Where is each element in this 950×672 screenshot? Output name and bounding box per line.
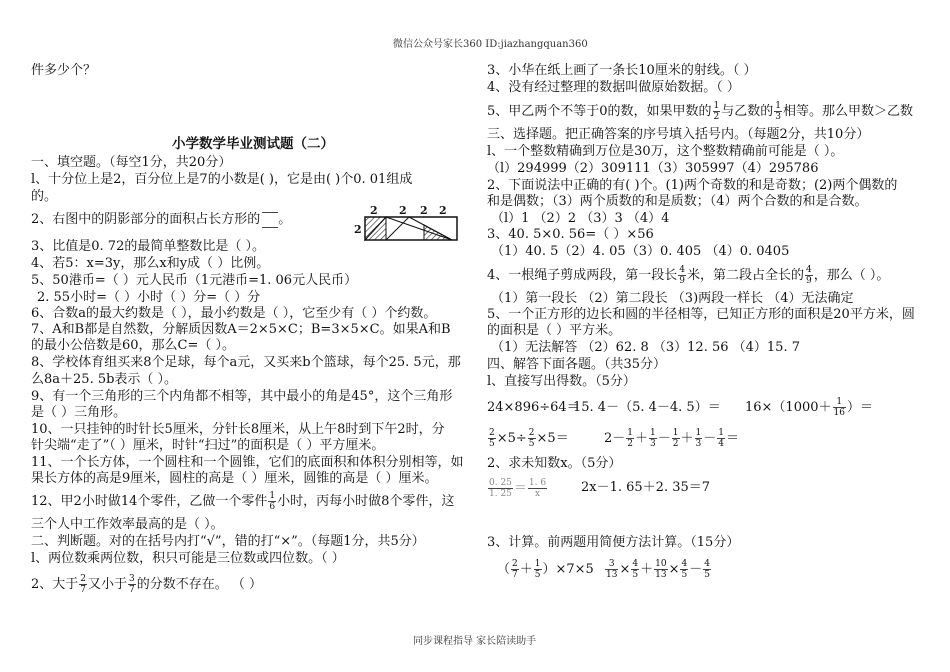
frac-num: 0. 25 — [489, 478, 512, 488]
paper-title: 小学数学毕业测试题（二） — [172, 136, 334, 152]
judge-3: 3、小华在纸上画了一条长10厘米的射线。（ ） — [487, 63, 757, 78]
judge-5-mid: 与乙数的 — [721, 104, 774, 119]
page-footer: 同步课程指导 家长陪读助手 — [413, 636, 537, 647]
q12-frac-num: 1 — [269, 491, 276, 501]
q11-line1: 11、一个长方体，一个圆柱和一个圆锥，它们的底面积和体积分别相等，如 — [31, 455, 464, 470]
frac-den: 7 — [512, 570, 518, 580]
calc-5-frac4 — [695, 428, 703, 449]
calc-3-frac — [833, 397, 846, 418]
judge-5 — [487, 101, 913, 122]
judge-5-pre: 5、甲乙两个不等于0的数，如果甲数的 — [487, 104, 712, 119]
frac-num: 1 — [650, 428, 656, 438]
frac-den: 3 — [695, 439, 702, 449]
frac-den: x — [534, 489, 541, 499]
frac-num: 1 — [718, 428, 725, 438]
section-judge: 二、判断题。对的在括号内打“√”，错的打“×”。（每题1分，共5分） — [31, 534, 425, 549]
q6: 6、合数a的最大约数是（ ），最小约数是（ ），它至少有（ ）个约数。 — [31, 306, 437, 321]
choice-5-options: （1）无法解答 （2）62. 8 （3）12. 56 （4）15. 7 — [491, 340, 800, 355]
eq1-equals: ＝ — [513, 481, 527, 496]
frac-num: 1 — [695, 428, 702, 438]
compute-2-frac4 — [680, 559, 688, 580]
compute-2-frac5 — [703, 559, 711, 580]
op: ＝ — [726, 431, 740, 446]
calc-5 — [604, 428, 739, 449]
q2-tail: 。 — [278, 212, 292, 227]
calc-5-frac1 — [626, 428, 634, 449]
calc-5-frac3 — [672, 428, 680, 449]
calc-3-pre: 16×（1000＋ — [745, 400, 832, 415]
eq1-frac2 — [528, 478, 547, 499]
frac-den: 5 — [528, 439, 535, 449]
frac-den: 16 — [833, 408, 845, 418]
q12-fraction — [268, 491, 276, 512]
frac-num: 1 — [833, 397, 846, 408]
choice-4 — [487, 265, 889, 286]
carryover-line: 件多少个？ — [31, 63, 97, 78]
compute-2-frac2 — [631, 559, 639, 580]
compute-1 — [497, 559, 594, 580]
op: － — [703, 431, 717, 446]
frac-den: 5 — [681, 570, 688, 580]
op: － — [689, 562, 703, 577]
frac-den: 3 — [650, 439, 656, 449]
q3: 3、比值是0. 72的最简单整数比是（ ）。 — [31, 239, 265, 254]
op: ＋ — [640, 562, 654, 577]
paren: （ — [497, 562, 511, 577]
choice-5-line1: 5、一个正方形的边长和圆的半径相等，已知正方形的面积是20平方米，圆 — [487, 307, 915, 322]
section-solve: 四、解答下面各题。（共35分） — [487, 357, 667, 372]
choice-4-mid: 米，第二段占全长的 — [687, 268, 805, 283]
choice-4-frac2 — [805, 265, 813, 286]
q8-line1: 8、学校体育组买来8个足球，每个a元，又买来b个篮球，每个25. 5元，那 — [31, 355, 461, 370]
choice-5-line2: 的面积是（ ）平方米。 — [487, 323, 622, 338]
compute-heading: 3、计算。前两题用简便方法计算。（15分） — [487, 535, 740, 550]
frac-num: 3 — [605, 559, 618, 570]
q9-line1: 9、有一个三角形的三个内角都不相等，其中最小的角是45°，这个三角形 — [31, 389, 453, 404]
page-header: 微信公众号家长360 ID:jiazhangquan360 — [393, 39, 588, 50]
frac-num: 3 — [129, 574, 135, 584]
compute-1-frac2 — [534, 559, 542, 580]
q12-frac-den: 6 — [269, 502, 276, 512]
frac-den: 13 — [655, 570, 667, 580]
frac-den: 5 — [489, 439, 495, 449]
frac-num: 1 — [627, 428, 634, 438]
judge-2-pre: 2、大于 — [31, 577, 79, 592]
q8-line2: 么8a＋25. 5b表示（ ）。 — [31, 372, 178, 387]
judge-2 — [31, 574, 262, 595]
frac-den: 1. 25 — [489, 489, 512, 499]
frac-den: 2 — [672, 439, 679, 449]
compute-1-frac1 — [511, 559, 519, 580]
calc-1: 24×896÷64＝ — [487, 400, 580, 415]
choice-2-line1: 2、下面说法中正确的有( )个。(1)两个奇数的和是奇数；(2)两个偶数的 — [487, 178, 898, 193]
judge-2-tail: 的分数不存在。 （ ） — [136, 577, 263, 592]
frac-den: 5 — [534, 570, 541, 580]
frac-den: 7 — [80, 585, 87, 595]
q10-line1: 10、一只挂钟的时针长5厘米，分针长8厘米，从上午8时到下午2时，分 — [31, 422, 445, 437]
equation-2: 2x－1. 65＋2. 35＝7 — [581, 480, 711, 495]
compute-1-tail: ）×7×5 — [542, 562, 594, 577]
op: ＋ — [680, 431, 694, 446]
frac-num: 4 — [681, 559, 688, 569]
choice-4-tail: ，那么（ ）。 — [813, 268, 890, 283]
q12-line1 — [31, 491, 454, 512]
judge-2-mid: 又小于 — [88, 577, 128, 592]
frac-den: 5 — [704, 570, 710, 580]
q5-line1: 5、50港币=（ ）元人民币（1元港币=1. 06元人民币） — [31, 273, 358, 288]
unknown-heading: 2、求未知数x。（5分） — [487, 456, 622, 471]
calc-3 — [745, 397, 873, 418]
choice-4-options: （1）第一段长 （2）第二段长 （3)两段一样长 （4）无法确定 — [491, 291, 854, 306]
frac-den: 5 — [632, 570, 639, 580]
q2-text: 2、右图中的阴影部分的面积占长方形的 — [31, 212, 261, 227]
frac-num: 4 — [679, 265, 686, 275]
frac-den: 9 — [679, 276, 686, 286]
shaded-rectangle-figure — [364, 216, 460, 242]
frac-num: 1. 6 — [528, 478, 547, 488]
op: － — [657, 431, 671, 446]
op: × — [668, 562, 680, 577]
op: × — [619, 562, 631, 577]
fig-label-top-3: 2 — [420, 204, 428, 217]
frac-den: 9 — [806, 276, 812, 286]
fig-label-top-2: 2 — [399, 204, 407, 217]
judge-5-frac1 — [713, 101, 721, 122]
choice-1: l、一个整数精确到万位是30万，这个整数精确前可能是（ ）。 — [487, 144, 844, 159]
frac-num: 1 — [775, 101, 782, 111]
frac-den: 7 — [129, 585, 135, 595]
calc-4-frac2 — [528, 428, 536, 449]
q1-line2: 的。 — [31, 189, 58, 204]
q4: 4、若5：x=3y，那么x和y成（ ）比例。 — [31, 256, 270, 271]
q12-line2: 三个人中工作效率最高的是（ ）。 — [31, 517, 224, 532]
calc-3-tail: ）＝ — [846, 400, 873, 415]
frac-num: 4 — [806, 265, 812, 275]
calc-4-mid: ×5÷ — [496, 431, 527, 446]
op: ＋ — [635, 431, 649, 446]
choice-3-options: （1）40. 5（2）4. 05（3）0. 405 （4）0. 0405 — [491, 244, 790, 259]
q7-line1: 7、A和B都是自然数，分解质因数A＝2×5×C；B=3×5×C。如果A和B — [31, 322, 451, 337]
eq1-frac1 — [488, 478, 513, 499]
calc-4 — [487, 428, 569, 449]
fig-label-top-4: 2 — [439, 204, 447, 217]
judge-5-tail: 相等。那么甲数＞乙数 — [783, 104, 914, 119]
choice-1-options: （l）294999（2）309111（3）305997（4）295786 — [487, 161, 819, 176]
frac-num: 2 — [489, 428, 495, 438]
judge-1: l、两位数乘两位数，积只可能是三位数或四位数。（ ） — [31, 551, 345, 566]
compute-2-frac1 — [605, 559, 618, 580]
q10-line2: 针尖端“走了”（ ）厘米，时针“扫过”的面积是（ ）平方厘米。 — [31, 438, 385, 453]
judge-2-frac1 — [79, 574, 87, 595]
frac-num: 10 — [655, 559, 667, 569]
judge-2-frac2 — [128, 574, 136, 595]
compute-2 — [604, 559, 712, 580]
q1-line1: l、十分位上是2，百分位上是7的小数是( )，它是由( )个0. 01组成 — [31, 172, 413, 187]
frac-num: 2 — [80, 574, 87, 584]
frac-den: 3 — [775, 112, 782, 122]
calc-5-frac2 — [649, 428, 657, 449]
judge-4: 4、没有经过整理的数据叫做原始数据。（ ） — [487, 80, 740, 95]
frac-num: 1 — [672, 428, 679, 438]
frac-den: 2 — [627, 439, 634, 449]
fig-label-top-1: 2 — [370, 204, 378, 217]
calc-4-tail: ×5＝ — [536, 431, 569, 446]
q12-tail: 小时，丙每小时做8个零件，这 — [277, 494, 455, 509]
frac-num: 4 — [632, 559, 639, 569]
frac-num: 1 — [534, 559, 541, 569]
q2-fraction-blank — [262, 212, 278, 228]
op: ＋ — [519, 562, 533, 577]
q11-line2: 果长方体的高是9厘米，圆柱的高是（ ）厘米，圆锥的高是（ ）厘米。 — [31, 471, 438, 486]
compute-2-frac3 — [654, 559, 667, 580]
calc-5-pre: 2－ — [604, 431, 626, 446]
fig-label-side: 2 — [354, 223, 362, 236]
calc-4-frac1 — [488, 428, 496, 449]
section-choice: 三、选择题。把正确答案的序号填入括号内。（每题2分，共10分） — [487, 127, 870, 142]
q12-text: 12、甲2小时做14个零件，乙做一个零件 — [31, 494, 268, 509]
q2-line — [31, 211, 291, 228]
judge-5-frac2 — [774, 101, 782, 122]
q9-line2: 是（ ）三角形。 — [31, 405, 127, 420]
equation-1 — [487, 478, 548, 499]
section-fill-blank: 一、填空题。（每空1分，共20分） — [31, 155, 232, 170]
frac-den: 4 — [718, 439, 725, 449]
frac-num: 2 — [528, 428, 535, 438]
q5-line2: 2. 55小时=（ ）小时（ ）分=（ ）分 — [37, 290, 261, 305]
calc-2: 15. 4－（5. 4－4. 5）＝ — [573, 400, 721, 415]
choice-2-line2: 和是偶数；（3）两个质数的和是质数；（4）两个合数的和是合数。 — [487, 194, 868, 209]
frac-num: 1 — [713, 101, 720, 111]
choice-4-frac1 — [678, 265, 686, 286]
direct-answer-heading: l、直接写出得数。（5分） — [487, 374, 636, 389]
calc-5-frac5 — [717, 428, 725, 449]
frac-num: 4 — [704, 559, 710, 569]
choice-4-pre: 4、一根绳子剪成两段，第一段长 — [487, 268, 678, 283]
frac-num: 2 — [512, 559, 518, 569]
frac-den: 13 — [606, 570, 618, 580]
q7-line2: 的最小公倍数是60，那么C=（ ）。 — [31, 338, 236, 353]
choice-2-options: （l）1 （2）2 （3）3 （4）4 — [491, 211, 670, 226]
frac-den: 2 — [713, 112, 720, 122]
choice-3: 3、40. 5×0. 56=（ ）×56 — [487, 227, 654, 242]
